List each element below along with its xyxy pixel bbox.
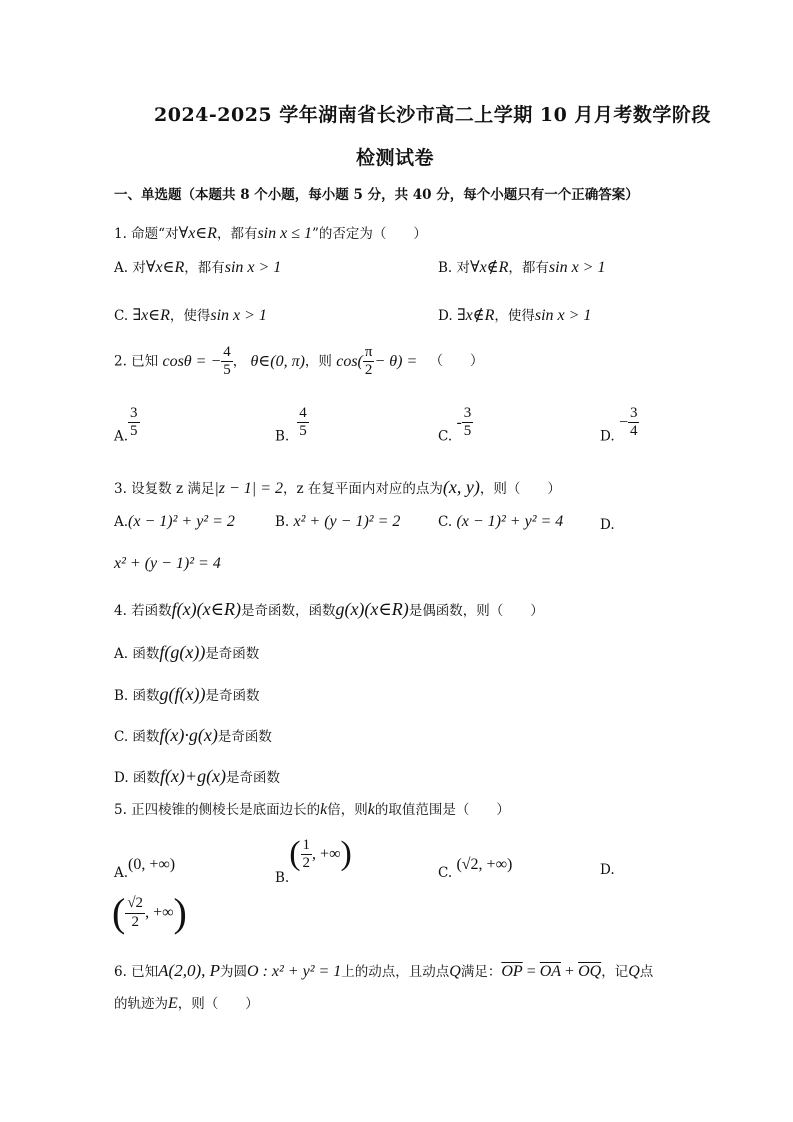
q5-math-k: k (367, 801, 375, 818)
q1-option-a[interactable] (114, 258, 281, 278)
q4-option-a[interactable] (114, 641, 259, 664)
q3-math-modulus: |z − 1| = 2 (214, 480, 283, 497)
option-math: ∃x∉R (456, 307, 495, 324)
option-label: D. (600, 862, 615, 878)
option-label: A. (114, 514, 129, 530)
q4-math-g: g(x)(x∈R) (335, 599, 409, 619)
q3-option-d-label[interactable] (600, 517, 615, 534)
option-math: (x − 1)² + y² = 2 (128, 513, 235, 530)
q1-stem-text: ”的否定为（ ） (312, 226, 427, 242)
q5-stem-text: 的取值范围是（ ） (374, 802, 510, 818)
q2-option-a[interactable] (114, 405, 140, 445)
option-text: ，都有 (184, 260, 225, 276)
q6-stem-text: 满足： (460, 964, 502, 980)
fraction-numerator: 3 (628, 405, 640, 423)
option-math: f(x)+g(x) (159, 766, 227, 786)
q1-math-sin: sin x ≤ 1 (257, 225, 313, 242)
question-1-stem (114, 224, 427, 244)
fraction-denominator: 5 (130, 423, 138, 440)
fraction-numerator: 1 (301, 837, 313, 855)
q6-stem-text: 上的动点，且动点 (341, 964, 450, 980)
q1-option-c[interactable] (114, 306, 267, 326)
question-2-stem: 2. 已知 cosθ = − $\frac{4}{5}$ ， θ∈(0, π)，则 cos( $\frac{\pi}{2}$ − θ) = （ ） (114, 344, 484, 379)
q1-math-forall: ∀x∈R (178, 225, 217, 242)
q2-stem-text: 2. 已知 (114, 353, 159, 370)
q2-answer-blank: （ ） (429, 353, 484, 370)
option-math: (√2, +∞) (456, 856, 513, 873)
q2-option-d[interactable] (600, 405, 639, 445)
option-math: sin x > 1 (210, 307, 267, 324)
option-text: 是奇函数 (205, 688, 260, 704)
option-math: sin x > 1 (534, 307, 592, 324)
section-header: 一、单选题（本题共 8 个小题，每小题 5 分，共 40 分，每个小题只有一个正确答案） (114, 187, 639, 203)
q4-stem-text: 是偶函数，则（ ） (408, 603, 544, 619)
q6-stem-text: ，记 (601, 964, 629, 980)
q6-math-plus: + (561, 963, 579, 980)
q6-math-q: Q (449, 963, 461, 980)
fraction-denominator: 5 (223, 362, 231, 379)
fraction-denominator: 2 (131, 913, 139, 930)
q3-option-d-math[interactable] (114, 554, 221, 574)
q6-stem-text: 为圆 (220, 964, 248, 980)
q1-stem-text: ，都有 (216, 226, 258, 242)
option-fraction (301, 837, 313, 873)
q5-stem-text: 5. 正四棱锥的侧棱长是底面边长的 (114, 802, 321, 818)
option-label: C. 函数 (114, 729, 160, 745)
option-label: B. (275, 428, 290, 445)
option-sign: − (618, 413, 628, 431)
option-math: ∃x∈R (132, 307, 170, 324)
q4-option-b[interactable] (114, 683, 259, 706)
q6-stem-text: 的轨迹为 (114, 996, 168, 1012)
option-math: sin x > 1 (224, 259, 282, 276)
q1-stem-text: 1. 命题“对 (114, 226, 179, 242)
option-math: , +∞ (145, 904, 174, 921)
option-math: x² + (y − 1)² = 4 (114, 555, 221, 572)
q6-vector-oa: $\overline{OA}$ (539, 963, 562, 980)
fraction-numerator: √2 (125, 895, 145, 913)
option-label: B. 函数 (114, 688, 160, 704)
q2-fraction (221, 344, 233, 380)
option-text: 是奇函数 (205, 646, 260, 662)
q2-math-theta: θ∈(0, π) (250, 352, 305, 370)
option-math: ∀x∈R (145, 259, 185, 276)
q2-math-cos2: cos( (336, 352, 363, 370)
q5-stem-text: 倍，则 (327, 802, 368, 818)
fraction-numerator: 3 (462, 405, 474, 423)
question-4-stem (114, 598, 544, 621)
option-math: g(f(x)) (159, 684, 206, 704)
q2-math-cos: cosθ = − (162, 352, 222, 370)
option-label: B. (275, 514, 290, 530)
option-label: D. (438, 308, 453, 324)
option-label: D. (600, 428, 615, 445)
fraction-numerator: π (363, 344, 375, 362)
q5-option-c[interactable] (438, 855, 512, 882)
option-label: C. (438, 865, 453, 881)
option-math: x² + (y − 1)² = 2 (293, 513, 401, 530)
q6-math-point: A(2,0), P (158, 961, 221, 980)
option-math: sin x > 1 (548, 259, 606, 276)
q4-option-c[interactable] (114, 724, 272, 747)
option-text: 是奇函数 (226, 770, 281, 786)
q6-math-eq: = (522, 963, 540, 980)
option-label: A. (114, 428, 129, 445)
q6-math-circle: O : x² + y² = 1 (247, 963, 342, 980)
q3-stem-text: 3. 设复数 z 满足 (114, 481, 215, 497)
q2-stem-text: ，则 (304, 353, 332, 370)
q5-option-d-label[interactable] (600, 862, 615, 879)
q4-math-f: f(x)(x∈R) (171, 599, 241, 619)
option-label: A. 对 (114, 260, 146, 276)
option-fraction (297, 405, 309, 441)
left-paren: ( (112, 890, 126, 935)
option-fraction (125, 895, 145, 931)
q6-vector-oq: $\overline{OQ}$ (578, 963, 602, 980)
option-label: B. 对 (438, 260, 471, 276)
q6-math-e: E (168, 995, 178, 1012)
q2-option-c[interactable] (438, 405, 473, 445)
option-label: D. (600, 517, 615, 533)
option-text: ，都有 (508, 260, 549, 276)
q3-math-point: (x, y) (442, 477, 480, 497)
q3-option-c[interactable] (438, 512, 563, 532)
fraction-numerator: 3 (128, 405, 140, 423)
q5-option-b[interactable] (275, 833, 352, 887)
option-label: A. 函数 (114, 646, 160, 662)
page-title-line-1: 2024-2025 学年湖南省长沙市高二上学期 10 月月考数学阶段 (154, 104, 711, 126)
option-label: C. (114, 308, 129, 324)
fraction-numerator: 4 (297, 405, 309, 423)
q2-math-cos2: − θ) = (374, 352, 418, 370)
q5-option-d-math[interactable] (112, 888, 187, 938)
fraction-denominator: 5 (463, 423, 472, 440)
q6-stem-text: 6. 已知 (114, 964, 159, 980)
right-paren: ) (340, 835, 352, 872)
q4-stem-text: 是奇函数，函数 (240, 603, 336, 619)
question-6-stem-line-1 (114, 960, 653, 982)
option-label: A. (114, 865, 129, 881)
fraction-denominator: 5 (299, 423, 307, 440)
option-text: ，使得 (494, 308, 535, 324)
option-sign: - (456, 413, 462, 431)
fraction-denominator: 2 (364, 362, 373, 379)
fraction-denominator: 4 (629, 423, 638, 440)
question-3-stem (114, 476, 561, 499)
q3-stem-text: ，则（ ） (479, 481, 561, 497)
q2-pi-fraction (363, 344, 375, 380)
q3-stem-text: ，z 在复平面内对应的点为 (283, 481, 443, 497)
q5-option-a[interactable] (114, 855, 175, 882)
option-math: f(x)·g(x) (159, 725, 218, 745)
q1-option-b[interactable] (438, 258, 605, 278)
right-paren: ) (173, 890, 187, 935)
q2-option-b[interactable] (275, 405, 309, 445)
option-math: (0, +∞) (128, 856, 176, 873)
q4-stem-text: 4. 若函数 (114, 603, 172, 619)
option-text: ，使得 (169, 308, 211, 324)
q1-option-d[interactable] (438, 306, 591, 326)
left-paren: ( (289, 835, 301, 872)
q4-option-d[interactable] (114, 765, 280, 788)
fraction-numerator: 4 (221, 344, 233, 362)
option-label: C. (438, 428, 453, 445)
q6-math-q: Q (628, 963, 640, 980)
question-6-stem-line-2 (114, 994, 259, 1014)
option-fraction (462, 405, 474, 441)
q6-vector-op: $\overline{OP}$ (501, 963, 523, 980)
option-math: , +∞ (312, 845, 341, 863)
option-math: (x − 1)² + y² = 4 (456, 513, 564, 530)
q3-option-b[interactable] (275, 512, 400, 532)
option-fraction (128, 405, 140, 441)
option-text: 是奇函数 (217, 729, 272, 745)
option-label: D. 函数 (114, 770, 160, 786)
option-label: B. (275, 869, 290, 886)
option-math: f(g(x)) (159, 642, 206, 662)
question-5-stem (114, 800, 510, 820)
q5-math-k: k (320, 801, 328, 818)
q3-option-a[interactable] (114, 512, 235, 532)
option-label: C. (438, 514, 453, 530)
option-math: ∀x∉R (470, 259, 509, 276)
q6-stem-text: 点 (639, 964, 654, 980)
q6-stem-text: ，则（ ） (177, 996, 259, 1012)
page-title-line-2: 检测试卷 (356, 147, 435, 169)
option-fraction (628, 405, 640, 441)
fraction-denominator: 2 (302, 854, 311, 871)
